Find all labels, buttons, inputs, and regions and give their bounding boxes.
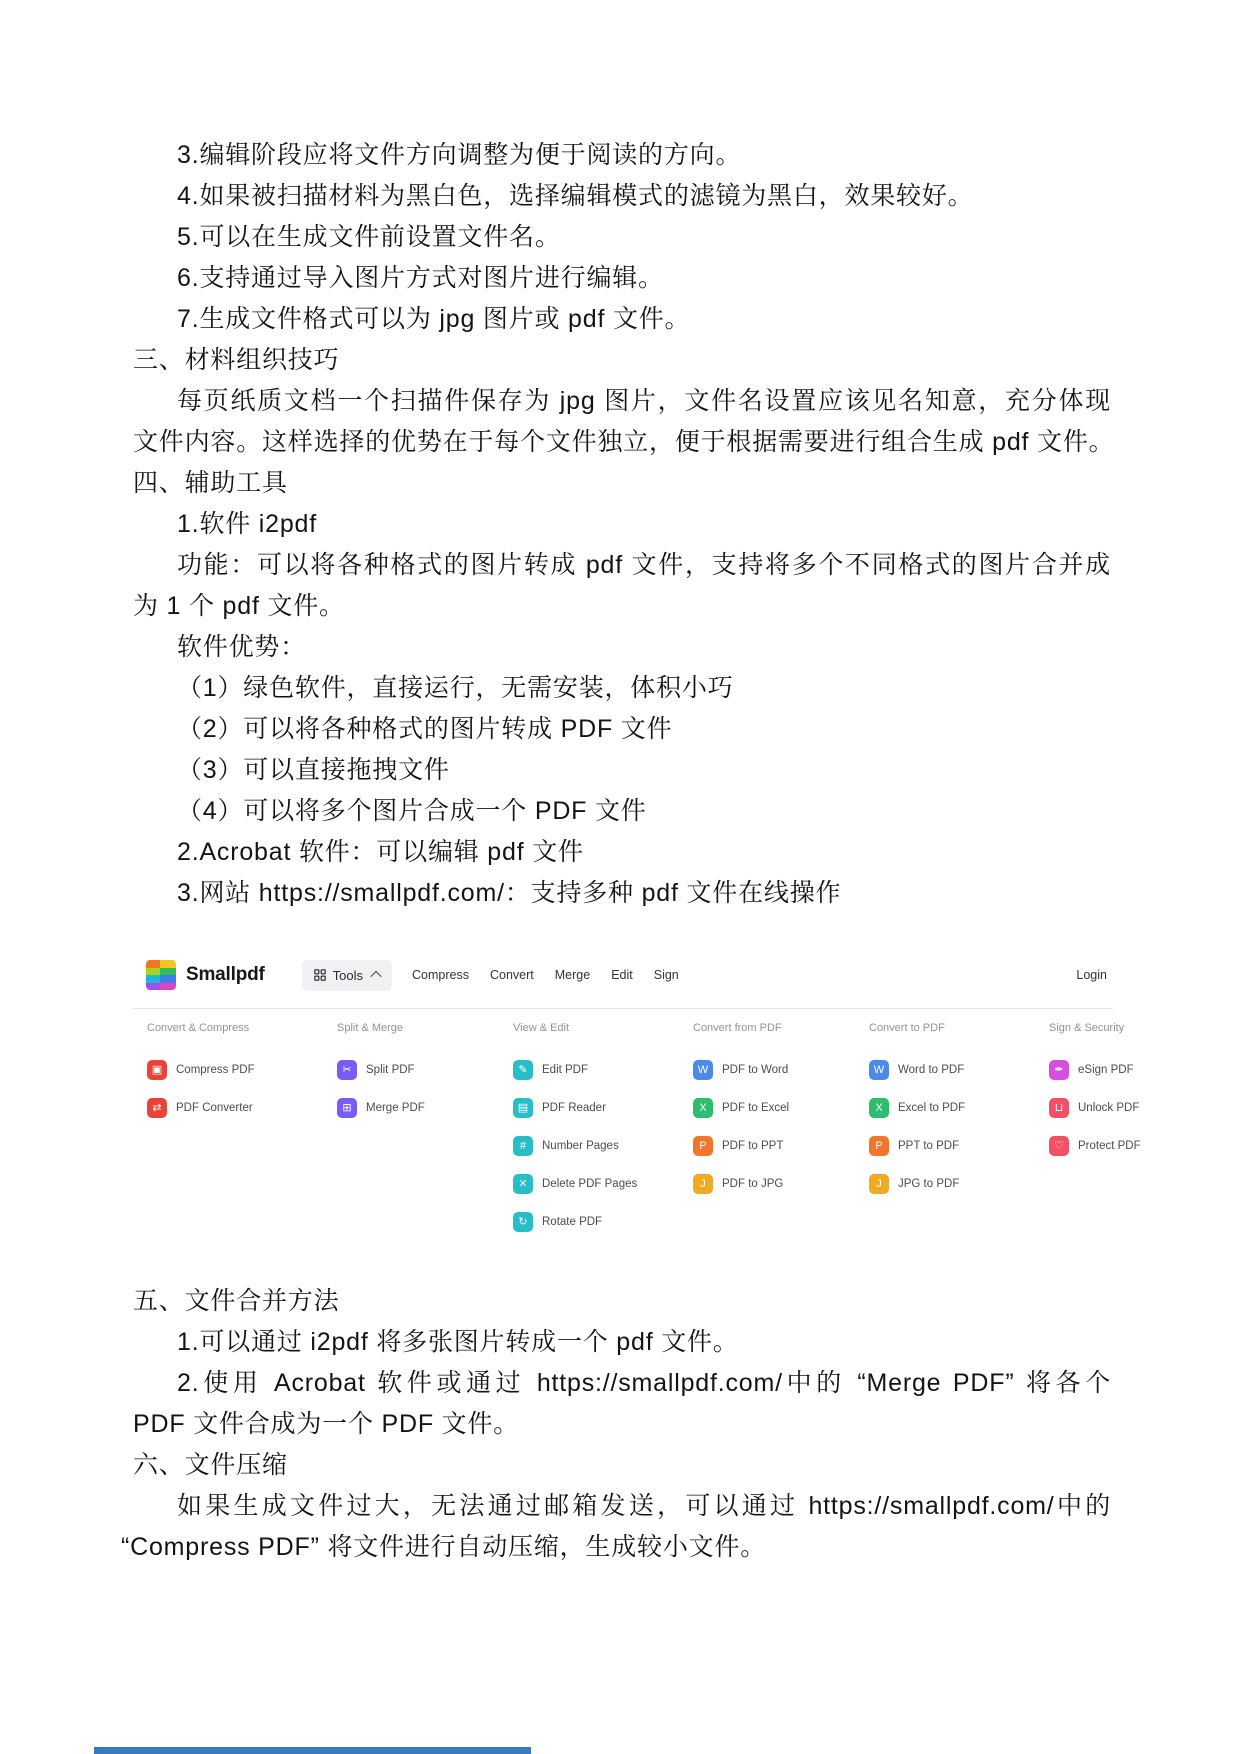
smallpdf-screenshot: [133, 942, 1141, 1244]
tool-column: [147, 1022, 255, 1136]
login-link[interactable]: Login: [1076, 968, 1107, 982]
tool-compress-pdf[interactable]: [147, 1060, 255, 1080]
tool-pdf-to-jpg[interactable]: [693, 1174, 789, 1194]
tools-button-label: Tools: [332, 967, 363, 983]
tool-column-header: Convert to PDF: [869, 1022, 945, 1034]
tool-rotate-pdf[interactable]: [513, 1212, 637, 1232]
doc-text-line: 功能：可以将各种格式的图片转成 pdf 文件，支持将多个不同格式的图片合并成: [177, 551, 1111, 579]
tool-ppt-to-pdf[interactable]: [869, 1136, 965, 1156]
tool-column-header: Split & Merge: [337, 1022, 404, 1034]
pdf-to-word-icon: W: [693, 1060, 713, 1080]
tool-label: Protect PDF: [1078, 1140, 1141, 1152]
rotate-pdf-icon: ↻: [513, 1212, 533, 1232]
smallpdf-nav: [408, 964, 683, 986]
tool-label: Excel to PDF: [898, 1102, 966, 1114]
tool-label: PDF to Word: [722, 1064, 789, 1076]
doc-text-top: [133, 135, 1115, 914]
split-pdf-icon: ✂: [337, 1060, 357, 1080]
doc-text-line: 六、文件压缩: [133, 1451, 288, 1479]
pdf-to-ppt-icon: P: [693, 1136, 713, 1156]
doc-text-line: 3.网站 https://smallpdf.com/：支持多种 pdf 文件在线操作: [177, 879, 842, 907]
tool-label: Unlock PDF: [1078, 1102, 1140, 1114]
doc-text-line: （3）可以直接拖拽文件: [177, 756, 450, 784]
nav-convert[interactable]: Convert: [489, 968, 534, 982]
doc-text-line: 四、辅助工具: [133, 469, 288, 497]
doc-text-line: 2.使用 Acrobat 软件或通过 https://smallpdf.com/中的 “Merge PDF” 将各个: [177, 1369, 1111, 1397]
tool-column: [1049, 1022, 1141, 1174]
tool-column-header: Convert from PDF: [693, 1022, 782, 1034]
doc-text-line: 软件优势：: [177, 633, 307, 661]
number-pages-icon: #: [513, 1136, 533, 1156]
page-bottom-blue-bar: [94, 1747, 531, 1754]
tool-pdf-reader[interactable]: [513, 1098, 637, 1118]
tool-column: [513, 1022, 637, 1250]
tool-number-pages[interactable]: [513, 1136, 637, 1156]
tool-column-header: Sign & Security: [1049, 1022, 1125, 1034]
pdf-reader-icon: ▤: [513, 1098, 533, 1118]
tool-label: Split PDF: [366, 1064, 415, 1076]
doc-text-line: 五、文件合并方法: [133, 1287, 340, 1315]
smallpdf-header: [133, 942, 1113, 1008]
tool-word-to-pdf[interactable]: [869, 1060, 965, 1080]
tool-column-header: Convert & Compress: [147, 1022, 250, 1034]
grid-icon: [314, 969, 326, 981]
doc-text-line: （2）可以将各种格式的图片转成 PDF 文件: [177, 715, 673, 743]
doc-text-line: 5.可以在生成文件前设置文件名。: [177, 223, 561, 251]
tool-delete-pdf-pages[interactable]: [513, 1174, 637, 1194]
tool-esign-pdf[interactable]: [1049, 1060, 1141, 1080]
doc-text-line: 每页纸质文档一个扫描件保存为 jpg 图片，文件名设置应该见名知意，充分体现: [177, 387, 1111, 415]
doc-text-line: 为 1 个 pdf 文件。: [133, 592, 345, 620]
tool-label: JPG to PDF: [898, 1178, 960, 1190]
tool-label: Compress PDF: [176, 1064, 255, 1076]
tool-column: [693, 1022, 789, 1212]
tool-label: PDF Reader: [542, 1102, 606, 1114]
doc-text-line: 文件内容。这样选择的优势在于每个文件独立，便于根据需要进行组合生成 pdf 文件。: [133, 428, 1115, 456]
tools-dropdown-panel: [133, 1022, 1141, 1242]
doc-text-line: 7.生成文件格式可以为 jpg 图片或 pdf 文件。: [177, 305, 691, 333]
tool-pdf-converter[interactable]: [147, 1098, 255, 1118]
tool-label: PDF to PPT: [722, 1140, 784, 1152]
smallpdf-brand: Smallpdf: [186, 964, 265, 985]
excel-to-pdf-icon: X: [869, 1098, 889, 1118]
tool-pdf-to-word[interactable]: [693, 1060, 789, 1080]
jpg-to-pdf-icon: J: [869, 1174, 889, 1194]
smallpdf-logo-icon[interactable]: [146, 960, 176, 990]
doc-text-line: 1.可以通过 i2pdf 将多张图片转成一个 pdf 文件。: [177, 1328, 739, 1356]
protect-pdf-icon: ♡: [1049, 1136, 1069, 1156]
doc-text-line: “Compress PDF” 将文件进行自动压缩，生成较小文件。: [121, 1533, 767, 1561]
header-divider: [133, 1008, 1113, 1009]
tool-label: PDF Converter: [176, 1102, 253, 1114]
tool-label: eSign PDF: [1078, 1064, 1134, 1076]
tool-split-pdf[interactable]: [337, 1060, 425, 1080]
nav-edit[interactable]: Edit: [611, 968, 633, 982]
tool-label: Merge PDF: [366, 1102, 425, 1114]
tool-label: Word to PDF: [898, 1064, 965, 1076]
nav-merge[interactable]: Merge: [554, 968, 591, 982]
tool-label: PDF to Excel: [722, 1102, 790, 1114]
pdf-to-jpg-icon: J: [693, 1174, 713, 1194]
tool-pdf-to-ppt[interactable]: [693, 1136, 789, 1156]
tool-label: Delete PDF Pages: [542, 1178, 638, 1190]
tool-jpg-to-pdf[interactable]: [869, 1174, 965, 1194]
word-to-pdf-icon: W: [869, 1060, 889, 1080]
tool-merge-pdf[interactable]: [337, 1098, 425, 1118]
tool-column: [337, 1022, 425, 1136]
tool-label: Number Pages: [542, 1140, 619, 1152]
delete-pdf-pages-icon: ✕: [513, 1174, 533, 1194]
doc-text-line: （4）可以将多个图片合成一个 PDF 文件: [177, 797, 647, 825]
chevron-up-icon: [370, 971, 381, 982]
tool-excel-to-pdf[interactable]: [869, 1098, 965, 1118]
tool-protect-pdf[interactable]: [1049, 1136, 1141, 1156]
unlock-pdf-icon: ⊔: [1049, 1098, 1069, 1118]
tool-column-header: View & Edit: [513, 1022, 570, 1034]
doc-text-line: 2.Acrobat 软件：可以编辑 pdf 文件: [177, 838, 584, 866]
esign-pdf-icon: ✒: [1049, 1060, 1069, 1080]
tool-label: PDF to JPG: [722, 1178, 784, 1190]
nav-sign[interactable]: Sign: [653, 968, 679, 982]
doc-text-line: 如果生成文件过大，无法通过邮箱发送，可以通过 https://smallpdf.com/中的: [177, 1492, 1111, 1520]
compress-pdf-icon: ▣: [147, 1060, 167, 1080]
doc-text-line: 1.软件 i2pdf: [177, 510, 318, 538]
doc-text-line: PDF 文件合成为一个 PDF 文件。: [133, 1410, 520, 1438]
tool-label: Edit PDF: [542, 1064, 589, 1076]
doc-text-line: 三、材料组织技巧: [133, 346, 340, 374]
tools-button[interactable]: [302, 960, 392, 991]
pdf-to-excel-icon: X: [693, 1098, 713, 1118]
pdf-converter-icon: ⇄: [147, 1098, 167, 1118]
ppt-to-pdf-icon: P: [869, 1136, 889, 1156]
tool-label: PPT to PDF: [898, 1140, 960, 1152]
tool-pdf-to-excel[interactable]: [693, 1098, 789, 1118]
doc-text-bottom: [121, 1281, 1111, 1568]
merge-pdf-icon: ⊞: [337, 1098, 357, 1118]
tool-label: Rotate PDF: [542, 1216, 603, 1228]
edit-pdf-icon: ✎: [513, 1060, 533, 1080]
doc-text-line: （1）绿色软件，直接运行，无需安装，体积小巧: [177, 674, 734, 702]
doc-text-line: 4.如果被扫描材料为黑白色，选择编辑模式的滤镜为黑白，效果较好。: [177, 182, 974, 210]
tool-unlock-pdf[interactable]: [1049, 1098, 1141, 1118]
tool-edit-pdf[interactable]: [513, 1060, 637, 1080]
tool-column: [869, 1022, 965, 1212]
doc-text-line: 3.编辑阶段应将文件方向调整为便于阅读的方向。: [177, 141, 742, 169]
nav-compress[interactable]: Compress: [412, 968, 469, 982]
doc-text-line: 6.支持通过导入图片方式对图片进行编辑。: [177, 264, 664, 292]
